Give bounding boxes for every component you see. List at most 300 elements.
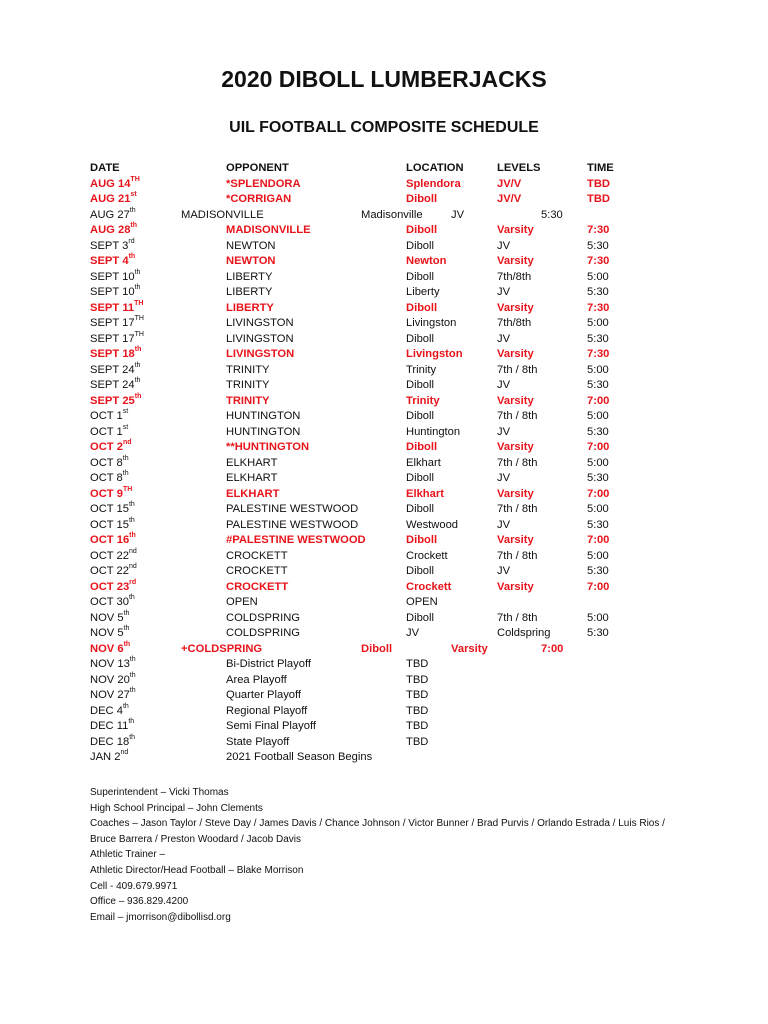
- game-opponent: *SPLENDORA: [226, 177, 301, 190]
- game-date: [90, 673, 136, 689]
- game-location: Diboll: [406, 565, 434, 577]
- game-date-suffix: th: [134, 284, 141, 292]
- game-location: Diboll: [406, 410, 434, 422]
- schedule-row: [0, 611, 768, 627]
- game-date-text: AUG 14: [90, 177, 131, 190]
- game-level: Varsity: [497, 301, 534, 314]
- game-opponent: TRINITY: [226, 363, 270, 376]
- game-location: Diboll: [406, 472, 434, 484]
- game-time: 5:00: [587, 317, 609, 329]
- game-location: Liberty: [406, 286, 440, 298]
- game-time: 5:00: [587, 549, 609, 562]
- game-location: Trinity: [406, 363, 437, 376]
- staff-line: Email – jmorrison@dibollisd.org: [90, 911, 231, 923]
- game-location: TBD: [406, 689, 429, 701]
- game-opponent: State Playoff: [226, 735, 290, 748]
- game-date-suffix: TH: [134, 299, 144, 307]
- game-time: TBD: [587, 193, 610, 205]
- schedule-row: [0, 285, 768, 301]
- game-location: TBD: [406, 658, 429, 670]
- game-opponent: *CORRIGAN: [226, 193, 292, 205]
- game-date-text: OCT 15: [90, 518, 129, 531]
- game-date: [90, 735, 135, 751]
- game-time: 7:00: [587, 394, 610, 407]
- game-date: [90, 595, 135, 611]
- game-date-text: OCT 8: [90, 456, 123, 469]
- game-time: 5:30: [587, 379, 609, 391]
- game-date-suffix: th: [129, 532, 136, 540]
- schedule-row: [0, 487, 768, 503]
- game-date: [90, 657, 136, 673]
- game-date: [90, 425, 128, 441]
- game-date-suffix: th: [134, 268, 141, 276]
- game-date-text: SEPT 24: [90, 379, 135, 391]
- game-date: [90, 363, 140, 379]
- game-time: 5:00: [587, 611, 609, 624]
- schedule-row: [0, 688, 768, 704]
- schedule-row: [0, 518, 768, 534]
- game-level: Varsity: [451, 642, 488, 655]
- game-date-suffix: nd: [120, 749, 129, 757]
- game-date-suffix: th: [128, 501, 135, 509]
- schedule-row: [0, 564, 768, 580]
- game-location: Newton: [406, 255, 447, 267]
- game-opponent: CROCKETT: [226, 565, 288, 577]
- game-opponent: ELKHART: [226, 456, 278, 469]
- game-time: 5:00: [587, 410, 609, 422]
- game-opponent: +COLDSPRING: [181, 642, 263, 655]
- game-time: TBD: [587, 177, 610, 190]
- game-level: JV/V: [497, 193, 522, 205]
- game-date-suffix: th: [129, 206, 136, 214]
- game-date: [90, 580, 136, 596]
- game-level: 7th / 8th: [497, 456, 538, 469]
- game-date-text: JAN 2: [90, 751, 121, 763]
- game-time: 7:30: [587, 348, 610, 360]
- game-location: Diboll: [406, 534, 438, 546]
- game-level: JV: [497, 472, 511, 484]
- game-location: Huntington: [406, 425, 461, 438]
- game-level: JV: [497, 286, 511, 298]
- page-title: 2020 DIBOLL LUMBERJACKS: [221, 66, 547, 92]
- game-date-suffix: th: [129, 733, 136, 741]
- game-date: [90, 192, 137, 208]
- game-time: 5:30: [587, 472, 609, 484]
- game-date: [90, 564, 137, 580]
- game-date-suffix: th: [128, 718, 135, 726]
- game-opponent: **HUNTINGTON: [226, 441, 310, 453]
- game-time: 5:30: [587, 627, 609, 639]
- game-level: JV: [497, 518, 511, 531]
- game-level: Varsity: [497, 534, 534, 546]
- header-date: DATE: [90, 162, 120, 174]
- game-time: 5:00: [587, 363, 609, 376]
- staff-line: Athletic Trainer –: [90, 849, 166, 861]
- header-opponent: OPPONENT: [226, 162, 289, 174]
- game-level: Coldspring: [497, 627, 551, 639]
- game-date: [90, 208, 136, 224]
- schedule-header-row: [0, 161, 768, 177]
- game-date: [90, 270, 140, 286]
- game-location: Diboll: [406, 301, 438, 314]
- game-date-text: SEPT 11: [90, 301, 135, 314]
- game-opponent: Quarter Playoff: [226, 689, 302, 701]
- schedule-row: [0, 456, 768, 472]
- game-date-suffix: TH: [134, 315, 144, 323]
- game-level: 7th / 8th: [497, 503, 538, 515]
- schedule-row: [0, 363, 768, 379]
- game-location: Diboll: [406, 239, 434, 252]
- game-opponent: LIVINGSTON: [226, 348, 295, 360]
- staff-line: Cell - 409.679.9971: [90, 880, 178, 892]
- game-date-text: NOV 5: [90, 627, 124, 639]
- game-date-suffix: th: [130, 222, 138, 230]
- game-time: 5:00: [587, 456, 609, 469]
- header-time: TIME: [587, 162, 614, 174]
- game-date-text: AUG 27: [90, 208, 130, 221]
- schedule-row: [0, 347, 768, 363]
- game-date: [90, 301, 144, 317]
- game-date-suffix: TH: [134, 330, 144, 338]
- game-date-suffix: st: [122, 423, 129, 431]
- game-date: [90, 471, 129, 487]
- game-location: TBD: [406, 735, 429, 748]
- game-level: Varsity: [497, 580, 534, 593]
- game-date-text: NOV 27: [90, 689, 130, 701]
- game-level: Varsity: [497, 441, 534, 453]
- game-time: 5:30: [587, 332, 609, 345]
- game-opponent: 2021 Football Season Begins: [226, 751, 373, 763]
- game-opponent: #PALESTINE WESTWOOD: [226, 534, 366, 546]
- game-location: Diboll: [406, 224, 438, 236]
- schedule-row: [0, 223, 768, 239]
- game-date-text: OCT 22: [90, 549, 129, 562]
- game-time: 7:00: [587, 580, 610, 593]
- game-date-text: OCT 15: [90, 503, 129, 515]
- game-date-suffix: rd: [129, 578, 137, 586]
- schedule-row: [0, 673, 768, 689]
- game-date-text: OCT 23: [90, 580, 130, 593]
- game-date-text: SEPT 24: [90, 363, 135, 376]
- game-date-text: SEPT 10: [90, 286, 135, 298]
- game-opponent: Semi Final Playoff: [226, 720, 316, 732]
- game-time: 5:30: [587, 239, 609, 252]
- schedule-row: [0, 254, 768, 270]
- game-location: Diboll: [406, 270, 434, 283]
- schedule-row: [0, 642, 768, 658]
- game-location: Diboll: [406, 332, 434, 345]
- staff-line: Athletic Director/Head Football – Blake Morrison: [90, 864, 304, 876]
- game-date-text: OCT 30: [90, 596, 129, 608]
- game-location: Diboll: [406, 503, 434, 515]
- game-date-text: SEPT 25: [90, 394, 135, 407]
- game-time: 5:30: [541, 208, 563, 221]
- game-date: [90, 518, 135, 534]
- schedule-row: [0, 735, 768, 751]
- game-date-text: SEPT 4: [90, 255, 129, 267]
- game-location: Splendora: [406, 177, 461, 190]
- game-date: [90, 626, 129, 642]
- game-time: 7:00: [587, 534, 610, 546]
- game-opponent: COLDSPRING: [226, 611, 300, 624]
- schedule-row: [0, 239, 768, 255]
- game-opponent: CROCKETT: [226, 580, 289, 593]
- game-date-suffix: st: [122, 408, 129, 416]
- game-location: Livingston: [406, 348, 463, 360]
- game-location: Madisonville: [361, 208, 423, 221]
- game-date-suffix: TH: [130, 175, 140, 183]
- schedule-row: [0, 270, 768, 286]
- schedule-row: [0, 177, 768, 193]
- game-date: [90, 285, 140, 301]
- schedule-row: [0, 533, 768, 549]
- schedule-row: [0, 719, 768, 735]
- schedule-row: [0, 657, 768, 673]
- game-date-text: DEC 11: [90, 720, 129, 732]
- game-opponent: TRINITY: [226, 394, 270, 407]
- game-opponent: CROCKETT: [226, 549, 288, 562]
- game-date-suffix: th: [129, 687, 136, 695]
- game-date-suffix: th: [123, 640, 131, 648]
- game-date-text: AUG 28: [90, 224, 131, 236]
- game-time: 5:30: [587, 518, 609, 531]
- schedule-row: [0, 440, 768, 456]
- game-date: [90, 611, 129, 627]
- game-level: JV: [497, 239, 511, 252]
- game-date: [90, 750, 128, 766]
- game-date-suffix: th: [128, 594, 135, 602]
- game-date-suffix: th: [134, 346, 142, 354]
- game-date: [90, 177, 140, 193]
- schedule-row: [0, 580, 768, 596]
- header-location: LOCATION: [406, 162, 464, 174]
- game-level: JV/V: [497, 177, 522, 190]
- game-date-text: OCT 9: [90, 487, 123, 500]
- game-date-text: NOV 13: [90, 658, 130, 670]
- game-date-suffix: th: [122, 702, 129, 710]
- game-date-suffix: st: [130, 191, 137, 199]
- game-date-text: AUG 21: [90, 193, 131, 205]
- game-date: [90, 533, 136, 549]
- game-level: JV: [497, 332, 511, 345]
- game-time: 5:30: [587, 565, 609, 577]
- game-time: 5:00: [587, 270, 609, 283]
- game-location: TBD: [406, 720, 429, 732]
- schedule-row: [0, 378, 768, 394]
- game-date-text: SEPT 10: [90, 270, 135, 283]
- schedule-rows: [0, 177, 768, 766]
- schedule-row: [0, 750, 768, 766]
- game-level: 7th/8th: [497, 317, 532, 329]
- game-date-suffix: nd: [128, 563, 137, 571]
- game-level: 7th / 8th: [497, 410, 538, 422]
- game-opponent: LIBERTY: [226, 270, 273, 283]
- game-opponent: ELKHART: [226, 472, 278, 484]
- schedule-row: [0, 208, 768, 224]
- game-location: Diboll: [361, 642, 393, 655]
- game-date: [90, 254, 135, 270]
- game-level: Varsity: [497, 255, 534, 267]
- game-level: Varsity: [497, 348, 534, 360]
- game-opponent: Area Playoff: [226, 673, 287, 686]
- game-date-text: DEC 4: [90, 704, 123, 717]
- game-date-text: SEPT 18: [90, 348, 135, 360]
- game-location: Diboll: [406, 441, 438, 453]
- game-date-text: SEPT 17: [90, 317, 135, 329]
- game-opponent: LIBERTY: [226, 301, 274, 314]
- game-location: Westwood: [406, 518, 459, 531]
- game-date-text: SEPT 17: [90, 332, 135, 345]
- game-time: 5:30: [587, 286, 609, 298]
- game-level: Varsity: [497, 224, 534, 236]
- game-date-text: OCT 22: [90, 565, 129, 577]
- staff-line: Coaches – Jason Taylor / Steve Day / James Davis / Chance Johnson / Victor Bunner / Brad Purvis / Orlando Estrada / Luis Rios /: [90, 818, 665, 830]
- game-level: 7th / 8th: [497, 549, 538, 562]
- game-level: 7th / 8th: [497, 363, 538, 376]
- game-date-suffix: TH: [122, 485, 133, 493]
- schedule-row: [0, 549, 768, 565]
- game-date-suffix: th: [122, 470, 129, 478]
- game-location: Diboll: [406, 379, 434, 391]
- game-level: JV: [497, 425, 511, 438]
- schedule-row: [0, 409, 768, 425]
- game-level: 7th/8th: [497, 270, 532, 283]
- game-date-text: OCT 16: [90, 534, 130, 546]
- game-date-suffix: th: [134, 392, 142, 400]
- game-opponent: MADISONVILLE: [181, 208, 264, 221]
- game-location: OPEN: [406, 596, 438, 608]
- game-location: TBD: [406, 673, 429, 686]
- game-date-suffix: nd: [122, 439, 132, 447]
- game-date: [90, 642, 130, 658]
- game-date: [90, 223, 137, 239]
- game-opponent: NEWTON: [226, 255, 276, 267]
- game-level: JV: [497, 379, 511, 391]
- game-date: [90, 409, 128, 425]
- game-location: Crockett: [406, 549, 448, 562]
- game-opponent: LIVINGSTON: [226, 332, 294, 345]
- game-level: 7th / 8th: [497, 611, 538, 624]
- page-subtitle: UIL FOOTBALL COMPOSITE SCHEDULE: [229, 119, 539, 136]
- game-date-suffix: th: [134, 377, 141, 385]
- schedule-row: [0, 704, 768, 720]
- game-date-suffix: nd: [128, 547, 137, 555]
- game-opponent: Bi-District Playoff: [226, 658, 311, 670]
- schedule-row: [0, 626, 768, 642]
- game-opponent: OPEN: [226, 596, 258, 608]
- schedule-row: [0, 471, 768, 487]
- game-date: [90, 440, 132, 456]
- staff-line: High School Principal – John Clements: [90, 802, 263, 814]
- game-time: 5:00: [587, 503, 609, 515]
- game-location: JV: [406, 627, 420, 639]
- schedule-table: [0, 161, 768, 766]
- game-opponent: ELKHART: [226, 487, 280, 500]
- game-date-suffix: th: [128, 516, 135, 524]
- game-opponent: MADISONVILLE: [226, 224, 311, 236]
- game-location: Crockett: [406, 580, 452, 593]
- game-level: JV: [497, 565, 511, 577]
- staff-line: Bruce Barrera / Preston Woodard / Jacob Davis: [90, 833, 302, 845]
- game-opponent: Regional Playoff: [226, 704, 308, 717]
- game-date-text: OCT 8: [90, 472, 123, 484]
- game-date-suffix: th: [123, 625, 130, 633]
- schedule-row: [0, 332, 768, 348]
- game-time: 5:30: [587, 425, 609, 438]
- game-date-suffix: th: [123, 609, 130, 617]
- game-date: [90, 378, 140, 394]
- game-opponent: NEWTON: [226, 239, 276, 252]
- game-location: Elkhart: [406, 456, 441, 469]
- game-date-suffix: th: [122, 454, 129, 462]
- schedule-row: [0, 394, 768, 410]
- game-opponent: PALESTINE WESTWOOD: [226, 503, 359, 515]
- schedule-row: [0, 595, 768, 611]
- schedule-row: [0, 425, 768, 441]
- game-location: Livingston: [406, 317, 457, 329]
- schedule-row: [0, 192, 768, 208]
- game-date-text: NOV 6: [90, 642, 124, 655]
- game-time: 7:30: [587, 255, 610, 267]
- game-date: [90, 502, 135, 518]
- game-date-text: OCT 1: [90, 425, 123, 438]
- game-date-suffix: th: [128, 253, 136, 261]
- game-opponent: HUNTINGTON: [226, 410, 301, 422]
- schedule-row: [0, 316, 768, 332]
- game-location: Elkhart: [406, 487, 444, 500]
- game-date-suffix: rd: [128, 237, 135, 245]
- game-date-text: DEC 18: [90, 735, 130, 748]
- game-time: 7:00: [541, 642, 564, 655]
- game-date-text: OCT 1: [90, 410, 123, 422]
- game-location: Diboll: [406, 193, 438, 205]
- game-date-text: SEPT 3: [90, 239, 129, 252]
- game-date: [90, 394, 141, 410]
- game-date: [90, 704, 129, 720]
- game-opponent: TRINITY: [226, 379, 270, 391]
- game-location: Trinity: [406, 394, 440, 407]
- game-time: 7:30: [587, 301, 610, 314]
- game-opponent: PALESTINE WESTWOOD: [226, 518, 359, 531]
- game-opponent: LIBERTY: [226, 286, 273, 298]
- game-opponent: HUNTINGTON: [226, 425, 301, 438]
- game-date-text: NOV 20: [90, 673, 130, 686]
- game-date: [90, 719, 134, 735]
- schedule-row: [0, 301, 768, 317]
- game-date: [90, 549, 137, 565]
- game-opponent: COLDSPRING: [226, 627, 300, 639]
- staff-line: Office – 936.829.4200: [90, 896, 189, 908]
- game-time: 7:30: [587, 224, 610, 236]
- game-date: [90, 487, 132, 503]
- game-level: Varsity: [497, 394, 534, 407]
- game-date: [90, 239, 135, 255]
- game-date: [90, 316, 144, 332]
- staff-contacts: [90, 785, 665, 925]
- game-date: [90, 456, 129, 472]
- game-location: Diboll: [406, 611, 434, 624]
- game-date: [90, 332, 144, 348]
- game-date-text: OCT 2: [90, 441, 123, 453]
- game-time: 7:00: [587, 441, 610, 453]
- schedule-row: [0, 502, 768, 518]
- game-date-suffix: th: [129, 671, 136, 679]
- game-date-suffix: th: [134, 361, 141, 369]
- game-time: 7:00: [587, 487, 610, 500]
- game-date: [90, 688, 136, 704]
- game-opponent: LIVINGSTON: [226, 317, 294, 329]
- game-level: Varsity: [497, 487, 534, 500]
